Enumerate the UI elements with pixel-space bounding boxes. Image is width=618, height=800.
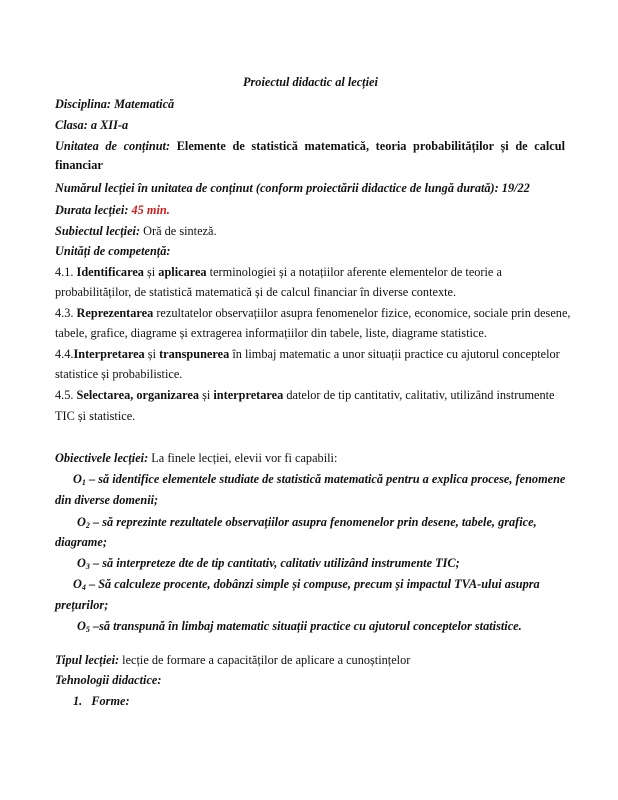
competences-heading: Unități de competență: <box>55 244 171 258</box>
competence-keyword: Selectarea, organizarea <box>76 388 200 402</box>
objective-index: 5 <box>85 625 90 634</box>
objective-text: – să interpreteze dte de tip cantitativ, calitativ utilizând instrumente TIC; <box>92 556 460 570</box>
competence-conj: și <box>202 388 211 402</box>
objective-symbol: O <box>73 577 82 591</box>
competence-keyword: interpretarea <box>213 388 284 402</box>
competence-number: 4.3. <box>55 306 74 320</box>
objective-item <box>77 555 460 571</box>
objective-text-cont: prețurilor; <box>55 598 109 612</box>
competence-text-cont: tabele, grafice, diagrame și extragerea informațiilor din tabele, liste, diagrame statistice. <box>55 326 487 340</box>
competence-text: în limbaj matematic a unor situații practice cu ajutorul conceptelor <box>232 347 560 361</box>
list-item <box>73 693 130 709</box>
lesson-type-value: lecție de formare a capacităților de aplicare a cunoștințelor <box>122 653 411 667</box>
competence-keyword: Identificarea <box>76 265 144 279</box>
competence-number: 4.5. <box>55 388 74 402</box>
unit-label: Unitatea de conținut: <box>55 139 171 153</box>
competence-number: 4.1. <box>55 265 74 279</box>
objective-index: 1 <box>81 478 86 487</box>
objective-item <box>77 618 522 634</box>
objectives-label: Obiectivele lecției: <box>55 451 149 465</box>
competence-text: rezultatelor observațiilor asupra fenomenelor fizice, economice, sociale prin desene, <box>156 306 571 320</box>
unit-line <box>55 138 565 154</box>
objective-text: – să reprezinte rezultatele observațiilor asupra fenomenelor prin desene, tabele, grafice, <box>92 515 537 529</box>
duration-label: Durata lecției: <box>55 203 129 217</box>
competence-conj: și <box>147 265 156 279</box>
document-title: Proiectul didactic al lecției <box>243 75 378 89</box>
objective-text-cont: din diverse domenii; <box>55 493 159 507</box>
objective-symbol: O <box>77 515 86 529</box>
technologies-heading: Tehnologii didactice: <box>55 673 162 687</box>
lesson-type-label: Tipul lecției: <box>55 653 120 667</box>
objectives-intro: La finele lecției, elevii vor fi capabili: <box>151 451 338 465</box>
list-item-label: Forme: <box>91 694 130 708</box>
discipline: Disciplina: Matematică <box>55 97 175 111</box>
unit-value-cont: financiar <box>55 158 103 172</box>
duration-value: 45 min. <box>131 203 170 217</box>
objective-text-cont: diagrame; <box>55 535 107 549</box>
competence-text: datelor de tip cantitativ, calitativ, utilizând instrumente <box>286 388 555 402</box>
objective-text: – să identifice elementele studiate de statistică matematică pentru a explica procese, fenomene <box>88 472 566 486</box>
objective-text: –să transpună în limbaj matematic situații practice cu ajutorul conceptelor statistice. <box>92 619 522 633</box>
objectives-line <box>55 450 337 466</box>
lesson-type-line <box>55 652 410 668</box>
subject-label: Subiectul lecției: <box>55 224 141 238</box>
objective-index: 4 <box>81 583 86 592</box>
objective-item <box>77 514 537 530</box>
class: Clasa: a XII-a <box>55 118 129 132</box>
competence-text: terminologiei și a notațiilor aferente elementelor de teorie a <box>209 265 502 279</box>
unit-value: Elemente de statistică matematică, teoria probabilităților și de calcul <box>176 139 565 153</box>
competence-keyword: Reprezentarea <box>76 306 154 320</box>
competence-keyword: aplicarea <box>158 265 207 279</box>
objective-symbol: O <box>77 556 86 570</box>
competence-text-cont: probabilităților, de statistică matematică și de calcul financiar în diverse contexte. <box>55 285 457 299</box>
competence-keyword: Interpretarea <box>73 347 145 361</box>
competence-keyword: transpunerea <box>159 347 230 361</box>
competence-item <box>55 305 570 321</box>
subject-value: Oră de sinteză. <box>143 224 217 238</box>
lesson-number: Numărul lecției în unitatea de conținut (conform proiectării didactice de lungă durată): 19/22 <box>55 181 530 195</box>
objective-item <box>73 471 565 487</box>
competence-conj: și <box>147 347 156 361</box>
duration-line <box>55 202 170 218</box>
objective-symbol: O <box>73 472 82 486</box>
competence-number: 4.4. <box>55 347 74 361</box>
objective-index: 2 <box>85 521 90 530</box>
list-item-number: 1. <box>73 694 83 708</box>
competence-item <box>55 346 560 362</box>
competence-item <box>55 264 502 280</box>
objective-index: 3 <box>85 562 90 571</box>
objective-symbol: O <box>77 619 86 633</box>
objective-text: – Să calculeze procente, dobânzi simple și compuse, precum și impactul TVA-ului asupra <box>88 577 540 591</box>
objective-item <box>73 576 540 592</box>
competence-text-cont: statistice și probabilistice. <box>55 367 183 381</box>
competence-text-cont: TIC și statistice. <box>55 409 136 423</box>
competence-item <box>55 387 555 403</box>
subject-line <box>55 223 217 239</box>
